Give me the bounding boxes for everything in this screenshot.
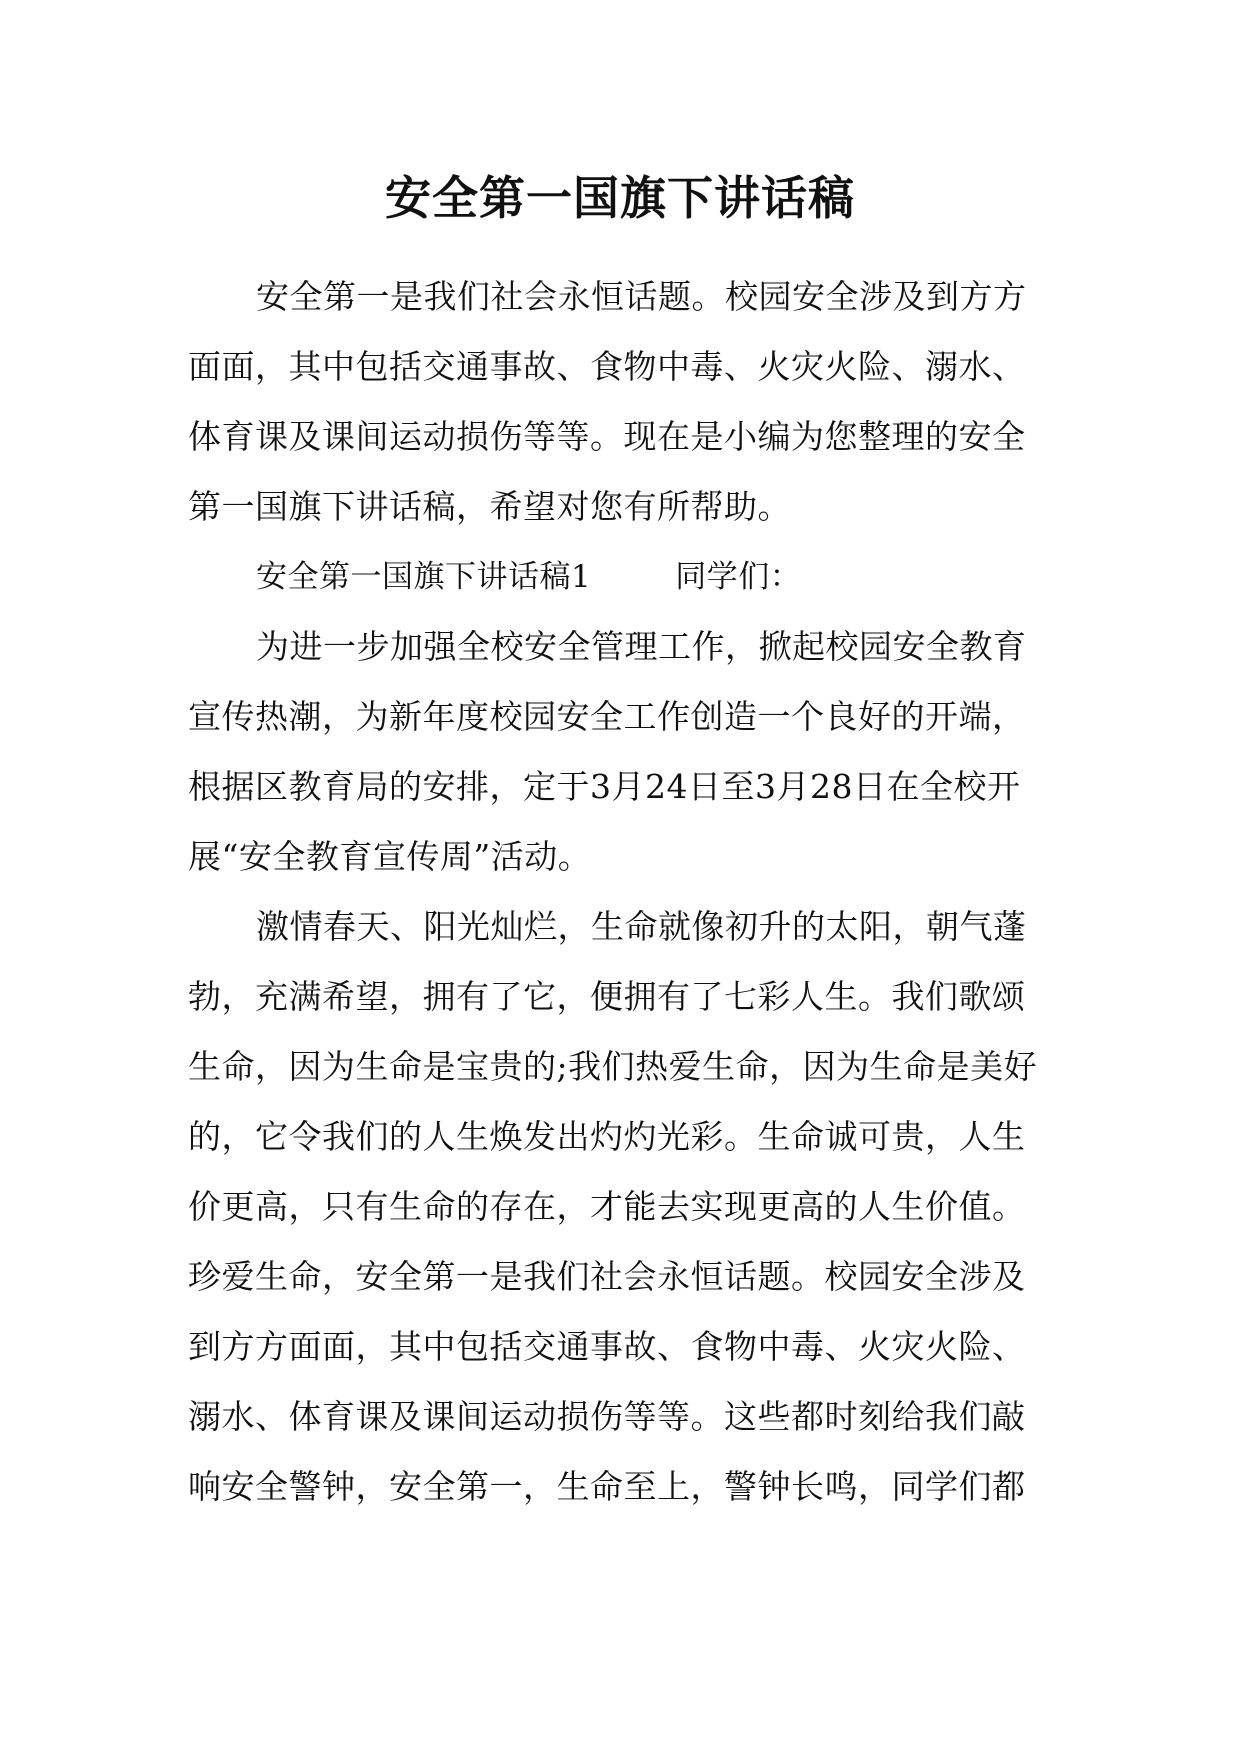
document-body	[188, 262, 1056, 1522]
paragraph-line: 生命，因为生命是宝贵的;我们热爱生命，因为生命是美好	[188, 1047, 1038, 1086]
paragraph-line: 勃，充满希望，拥有了它，便拥有了七彩人生。我们歌颂	[188, 977, 1026, 1016]
paragraph-line: 面面，其中包括交通事故、食物中毒、火灾火险、溺水、	[188, 347, 1026, 386]
speech-heading: 安全第一国旗下讲话稿1	[256, 559, 592, 595]
paragraph-line: 宣传热潮，为新年度校园安全工作创造一个良好的开端，	[188, 697, 1026, 736]
paragraph-line: 响安全警钟，安全第一，生命至上，警钟长鸣，同学们都	[188, 1467, 1026, 1506]
paragraph-line: 安全第一是我们社会永恒话题。校园安全涉及到方方	[256, 277, 1027, 316]
paragraph-line: 为进一步加强全校安全管理工作，掀起校园安全教育	[256, 627, 1027, 666]
paragraph-line: 第一国旗下讲话稿，希望对您有所帮助。	[188, 487, 791, 526]
paragraph-line: 到方方面面，其中包括交通事故、食物中毒、火灾火险、	[188, 1327, 1026, 1366]
salutation: 同学们：	[675, 559, 802, 595]
paragraph-line: 的，它令我们的人生焕发出灼灼光彩。生命诚可贵，人生	[188, 1117, 1026, 1156]
paragraph-line: 展“安全教育宣传周”活动。	[188, 837, 592, 876]
paragraph-line: 珍爱生命，安全第一是我们社会永恒话题。校园安全涉及	[188, 1257, 1026, 1296]
paragraph-line: 激情春天、阳光灿烂，生命就像初升的太阳，朝气蓬	[256, 907, 1027, 946]
paragraph-line: 根据区教育局的安排，定于3月24日至3月28日在全校开	[188, 767, 1021, 806]
paragraph-line: 价更高，只有生命的存在，才能去实现更高的人生价值。	[188, 1187, 1026, 1226]
document-title: 安全第一国旗下讲话稿	[385, 171, 855, 225]
paragraph-line: 体育课及课间运动损伤等等。现在是小编为您整理的安全	[188, 417, 1026, 456]
paragraph-line: 溺水、体育课及课间运动损伤等等。这些都时刻给我们敲	[188, 1397, 1026, 1436]
speech-heading-line	[188, 542, 1056, 612]
